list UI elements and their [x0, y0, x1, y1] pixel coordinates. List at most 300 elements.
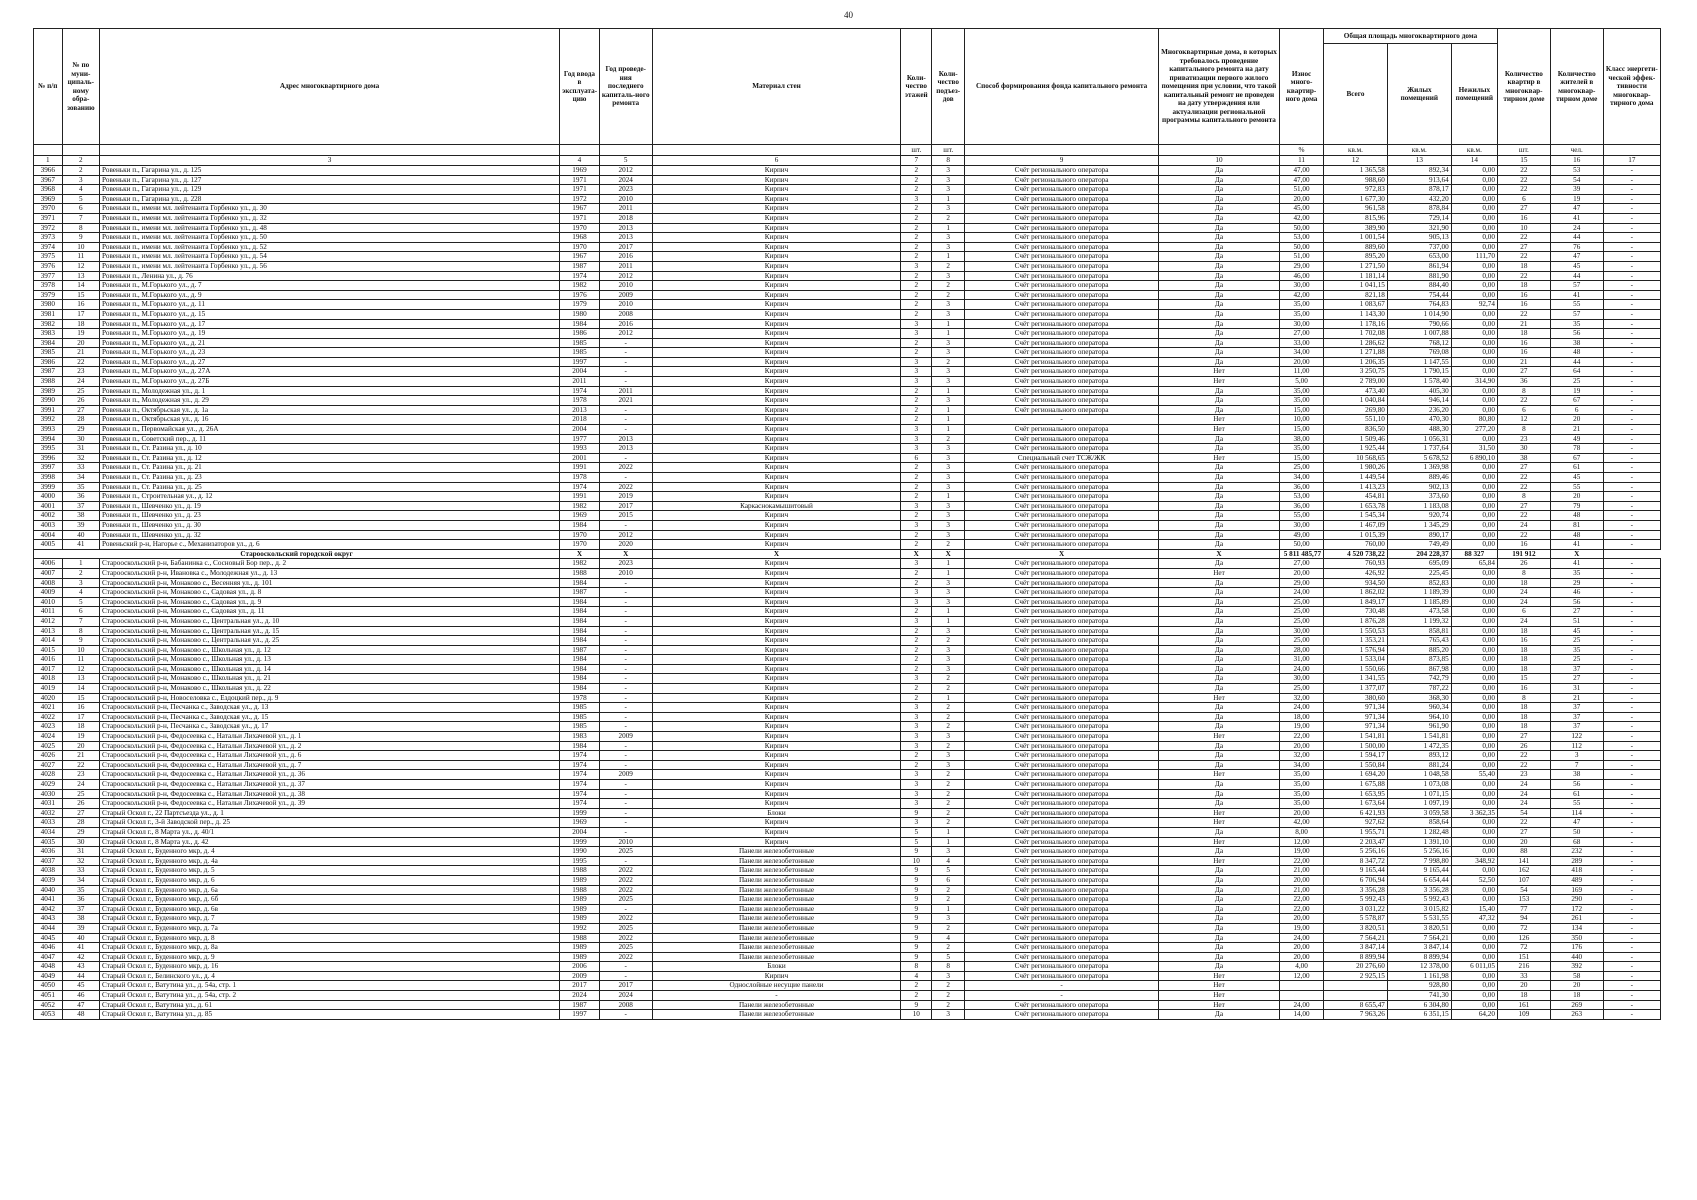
cell-fund-method: Счёт регионального оператора — [965, 943, 1159, 953]
cell-area-total: 1 015,39 — [1324, 530, 1388, 540]
cell-area-nonliving: 65,84 — [1451, 559, 1497, 569]
cell-wall-material: Кирпич — [652, 175, 901, 185]
cell-year-built: 1999 — [560, 837, 600, 847]
section-cell: X — [1550, 549, 1603, 559]
cell-apartments: 21 — [1497, 357, 1550, 367]
cell-area-total: 1 533,04 — [1324, 655, 1388, 665]
table-row — [34, 348, 1661, 358]
cell-energy-class: - — [1603, 492, 1660, 502]
cell-floors: 2 — [901, 482, 932, 492]
cell-wall-material: Панели железобетонные — [652, 943, 901, 953]
cell-address: Ровеньки п., Ленина ул., д. 76 — [100, 271, 560, 281]
cell-year-built: 2011 — [560, 377, 600, 387]
cell-year-built: 1974 — [560, 386, 600, 396]
header-floors: Коли-чество этажей — [901, 29, 932, 145]
cell-entrances: 3 — [932, 396, 965, 406]
cell-area-total: 730,48 — [1324, 607, 1388, 617]
cell-wear: 35,00 — [1280, 300, 1324, 310]
cell-wall-material: Кирпич — [652, 712, 901, 722]
cell-address: Ровеньки п., имени мл. лейтенанта Горбенко ул., д. 50 — [100, 233, 560, 243]
cell-residents: 56 — [1550, 597, 1603, 607]
cell-apartments: 216 — [1497, 962, 1550, 972]
cell-wear: 25,00 — [1280, 616, 1324, 626]
cell-wall-material: Кирпич — [652, 751, 901, 761]
cell-fund-method: Счёт регионального оператора — [965, 194, 1159, 204]
cell-year-built: 2018 — [560, 415, 600, 425]
column-number: 9 — [965, 156, 1159, 166]
cell-area-nonliving: 0,00 — [1451, 895, 1497, 905]
cell-year-repair: - — [599, 425, 652, 435]
cell-year-repair: - — [599, 357, 652, 367]
cell-area-living: 1 369,98 — [1387, 463, 1451, 473]
cell-year-repair: 2024 — [599, 175, 652, 185]
cell-row-number: 3986 — [34, 357, 63, 367]
cell-address: Ровеньки п., имени мл. лейтенанта Горбенко ул., д. 32 — [100, 213, 560, 223]
cell-apartments: 18 — [1497, 281, 1550, 291]
cell-needs-repair: Да — [1158, 520, 1279, 530]
cell-address: Ровеньки п., имени мл. лейтенанта Горбенко ул., д. 30 — [100, 204, 560, 214]
cell-area-total: 1 449,54 — [1324, 473, 1388, 483]
cell-row-number: 4013 — [34, 626, 63, 636]
cell-area-living: 1 007,88 — [1387, 329, 1451, 339]
cell-year-built: 1988 — [560, 866, 600, 876]
cell-address: Ровеньский р-н, Нагорье с., Механизаторов ул., д. 6 — [100, 540, 560, 550]
cell-entrances: 3 — [932, 204, 965, 214]
cell-floors: 2 — [901, 223, 932, 233]
cell-floors: 2 — [901, 309, 932, 319]
cell-area-total: 1 083,67 — [1324, 300, 1388, 310]
cell-wear: 50,00 — [1280, 242, 1324, 252]
cell-area-total: 1 545,34 — [1324, 511, 1388, 521]
cell-residents: 45 — [1550, 626, 1603, 636]
cell-residents: 21 — [1550, 693, 1603, 703]
section-cell: X — [652, 549, 901, 559]
cell-entrances: 3 — [932, 751, 965, 761]
cell-floors: 2 — [901, 204, 932, 214]
table-row — [34, 444, 1661, 454]
cell-floors: 2 — [901, 473, 932, 483]
cell-residents: 81 — [1550, 520, 1603, 530]
cell-residents: 64 — [1550, 367, 1603, 377]
cell-area-total: 971,34 — [1324, 712, 1388, 722]
cell-mun-number: 46 — [62, 991, 99, 1001]
cell-address: Ровеньки п., Советский пер., д. 11 — [100, 434, 560, 444]
cell-year-repair: - — [599, 818, 652, 828]
cell-energy-class: - — [1603, 655, 1660, 665]
table-row — [34, 261, 1661, 271]
cell-needs-repair: Да — [1158, 799, 1279, 809]
cell-row-number: 4018 — [34, 674, 63, 684]
cell-year-built: 2017 — [560, 981, 600, 991]
cell-year-repair: 2013 — [599, 434, 652, 444]
cell-year-built: 1974 — [560, 271, 600, 281]
table-body-stary-oskol — [34, 559, 1661, 1020]
cell-energy-class: - — [1603, 952, 1660, 962]
cell-apartments: 16 — [1497, 290, 1550, 300]
cell-residents: 47 — [1550, 204, 1603, 214]
cell-area-nonliving: 0,00 — [1451, 473, 1497, 483]
cell-needs-repair: Да — [1158, 875, 1279, 885]
cell-mun-number: 33 — [62, 463, 99, 473]
cell-floors: 3 — [901, 780, 932, 790]
column-number: 6 — [652, 156, 901, 166]
cell-year-repair: 2022 — [599, 866, 652, 876]
cell-wear: 50,00 — [1280, 223, 1324, 233]
cell-area-living: 3 059,58 — [1387, 808, 1451, 818]
table-row — [34, 664, 1661, 674]
cell-residents: 263 — [1550, 1010, 1603, 1020]
cell-wall-material: Кирпич — [652, 386, 901, 396]
cell-area-total: 7 564,21 — [1324, 933, 1388, 943]
cell-fund-method: Счёт регионального оператора — [965, 684, 1159, 694]
cell-row-number: 3982 — [34, 319, 63, 329]
cell-area-living: 6 304,80 — [1387, 1000, 1451, 1010]
cell-residents: 20 — [1550, 981, 1603, 991]
cell-row-number: 3968 — [34, 185, 63, 195]
cell-year-built: 1984 — [560, 636, 600, 646]
cell-wall-material: Кирпич — [652, 780, 901, 790]
section-cell: X — [1158, 549, 1279, 559]
cell-residents: 55 — [1550, 300, 1603, 310]
cell-year-repair: 2022 — [599, 933, 652, 943]
cell-row-number: 4039 — [34, 875, 63, 885]
cell-apartments: 24 — [1497, 616, 1550, 626]
table-row — [34, 175, 1661, 185]
cell-row-number: 4028 — [34, 770, 63, 780]
column-number: 3 — [100, 156, 560, 166]
cell-residents: 29 — [1550, 578, 1603, 588]
cell-area-total: 1 673,64 — [1324, 799, 1388, 809]
cell-area-nonliving: 0,00 — [1451, 751, 1497, 761]
cell-entrances: 3 — [932, 530, 965, 540]
cell-row-number: 4033 — [34, 818, 63, 828]
column-number: 15 — [1497, 156, 1550, 166]
cell-area-nonliving: 0,00 — [1451, 271, 1497, 281]
cell-area-total: 5 256,16 — [1324, 847, 1388, 857]
cell-wear: 15,00 — [1280, 453, 1324, 463]
cell-apartments: 18 — [1497, 261, 1550, 271]
cell-area-total: 1 178,16 — [1324, 319, 1388, 329]
units-row — [34, 145, 1661, 156]
cell-area-living: 961,90 — [1387, 722, 1451, 732]
section-total-residents: 191 912 — [1497, 549, 1550, 559]
cell-address: Старый Оскол г., Ватутина ул., д. 54а, стр. 2 — [100, 991, 560, 1001]
cell-area-living: 5 992,43 — [1387, 895, 1451, 905]
section-total-nonliving: 204 228,37 — [1387, 549, 1451, 559]
cell-area-total: 988,60 — [1324, 175, 1388, 185]
cell-energy-class: - — [1603, 751, 1660, 761]
cell-fund-method: Счёт регионального оператора — [965, 578, 1159, 588]
cell-row-number: 4043 — [34, 914, 63, 924]
cell-energy-class: - — [1603, 300, 1660, 310]
cell-area-living: 960,34 — [1387, 703, 1451, 713]
cell-area-total: 1 377,07 — [1324, 684, 1388, 694]
cell-wear: 25,00 — [1280, 607, 1324, 617]
cell-energy-class: - — [1603, 732, 1660, 742]
cell-needs-repair: Да — [1158, 895, 1279, 905]
cell-wear: 47,00 — [1280, 166, 1324, 176]
cell-energy-class: - — [1603, 473, 1660, 483]
cell-floors: 2 — [901, 271, 932, 281]
cell-area-living: 902,13 — [1387, 482, 1451, 492]
cell-area-total: 3 356,28 — [1324, 885, 1388, 895]
cell-entrances: 3 — [932, 626, 965, 636]
cell-year-built: 1974 — [560, 482, 600, 492]
cell-apartments: 16 — [1497, 684, 1550, 694]
cell-apartments: 21 — [1497, 319, 1550, 329]
cell-area-total: 1 594,17 — [1324, 751, 1388, 761]
cell-wall-material: Кирпич — [652, 732, 901, 742]
cell-fund-method: Счёт регионального оператора — [965, 607, 1159, 617]
cell-wall-material: Кирпич — [652, 674, 901, 684]
cell-area-living: 878,84 — [1387, 204, 1451, 214]
cell-year-repair: - — [599, 607, 652, 617]
header-no: № п/п — [34, 29, 63, 145]
cell-wall-material: Кирпич — [652, 425, 901, 435]
cell-fund-method: Счёт регионального оператора — [965, 166, 1159, 176]
cell-needs-repair: Да — [1158, 166, 1279, 176]
cell-row-number: 4044 — [34, 923, 63, 933]
cell-wall-material: Кирпич — [652, 482, 901, 492]
cell-year-repair: 2016 — [599, 319, 652, 329]
cell-area-nonliving: 0,00 — [1451, 578, 1497, 588]
table-row — [34, 511, 1661, 521]
cell-fund-method: Счёт регионального оператора — [965, 482, 1159, 492]
cell-year-repair: - — [599, 453, 652, 463]
cell-mun-number: 6 — [62, 607, 99, 617]
cell-address: Ровеньки п., М.Горького ул., д. 11 — [100, 300, 560, 310]
cell-energy-class: - — [1603, 261, 1660, 271]
cell-wall-material: Кирпич — [652, 616, 901, 626]
table-header — [34, 29, 1661, 166]
cell-energy-class: - — [1603, 712, 1660, 722]
cell-area-living: 729,14 — [1387, 213, 1451, 223]
cell-apartments: 151 — [1497, 952, 1550, 962]
cell-year-built: 1988 — [560, 933, 600, 943]
cell-year-repair: 2017 — [599, 501, 652, 511]
column-number: 11 — [1280, 156, 1324, 166]
cell-year-repair: 2022 — [599, 952, 652, 962]
cell-wear: 35,00 — [1280, 396, 1324, 406]
cell-energy-class: - — [1603, 166, 1660, 176]
cell-fund-method: Счёт регионального оператора — [965, 405, 1159, 415]
cell-area-total: 1 181,14 — [1324, 271, 1388, 281]
section-total-area: 5 811 485,77 — [1280, 549, 1324, 559]
cell-entrances: 1 — [932, 904, 965, 914]
cell-area-total: 2 925,15 — [1324, 971, 1388, 981]
unit-area-living: кв.м. — [1387, 145, 1451, 156]
cell-address: Старый Оскол г., Буденного мкр, д. 16 — [100, 962, 560, 972]
cell-entrances: 2 — [932, 290, 965, 300]
cell-area-total: 1 271,88 — [1324, 348, 1388, 358]
cell-area-living: 1 199,32 — [1387, 616, 1451, 626]
cell-wall-material: Кирпич — [652, 559, 901, 569]
cell-mun-number: 44 — [62, 971, 99, 981]
table-row — [34, 396, 1661, 406]
cell-needs-repair: Да — [1158, 194, 1279, 204]
cell-wall-material: Каркаснокамышитовый — [652, 501, 901, 511]
cell-fund-method: Специальный счет ТСЖ/ЖК — [965, 453, 1159, 463]
cell-area-living: 368,30 — [1387, 693, 1451, 703]
cell-year-built: 1970 — [560, 530, 600, 540]
cell-fund-method: Счёт регионального оператора — [965, 664, 1159, 674]
cell-apartments: 54 — [1497, 885, 1550, 895]
cell-area-living: 892,34 — [1387, 166, 1451, 176]
cell-address: Старооскольский р-н, Монаково с., Школьная ул., д. 21 — [100, 674, 560, 684]
cell-area-total: 1 413,23 — [1324, 482, 1388, 492]
cell-wall-material: Панели железобетонные — [652, 847, 901, 857]
cell-energy-class: - — [1603, 866, 1660, 876]
cell-energy-class: - — [1603, 923, 1660, 933]
table-row — [34, 885, 1661, 895]
cell-year-built: 1984 — [560, 597, 600, 607]
cell-wall-material: - — [652, 991, 901, 1001]
cell-mun-number: 48 — [62, 1010, 99, 1020]
table-row — [34, 434, 1661, 444]
cell-fund-method: Счёт регионального оператора — [965, 501, 1159, 511]
cell-fund-method: Счёт регионального оператора — [965, 875, 1159, 885]
cell-wall-material: Кирпич — [652, 271, 901, 281]
cell-wear: 22,00 — [1280, 895, 1324, 905]
cell-wear: 4,00 — [1280, 962, 1324, 972]
column-number: 13 — [1387, 156, 1451, 166]
cell-year-repair: - — [599, 693, 652, 703]
cell-row-number: 4046 — [34, 943, 63, 953]
cell-year-repair: - — [599, 664, 652, 674]
cell-row-number: 4007 — [34, 568, 63, 578]
cell-area-living: 742,79 — [1387, 674, 1451, 684]
cell-energy-class: - — [1603, 799, 1660, 809]
table-row — [34, 166, 1661, 176]
cell-area-total: 1 955,71 — [1324, 827, 1388, 837]
cell-row-number: 3998 — [34, 473, 63, 483]
cell-wear: 42,00 — [1280, 818, 1324, 828]
table-section-starooskolsky — [34, 549, 1661, 559]
cell-needs-repair: Да — [1158, 530, 1279, 540]
cell-address: Старооскольский р-н, Монаково с., Школьная ул., д. 22 — [100, 684, 560, 694]
cell-address: Старооскольский р-н, Федосеевка с., Натальи Лихачевой ул., д. 37 — [100, 780, 560, 790]
cell-row-number: 3996 — [34, 453, 63, 463]
cell-address: Старый Оскол г., Ватутина ул., д. 54а, стр. 1 — [100, 981, 560, 991]
cell-energy-class: - — [1603, 377, 1660, 387]
cell-entrances: 2 — [932, 636, 965, 646]
cell-area-total: 3 847,14 — [1324, 943, 1388, 953]
cell-wear: 49,00 — [1280, 530, 1324, 540]
cell-area-nonliving: 31,50 — [1451, 444, 1497, 454]
cell-apartments: 27 — [1497, 732, 1550, 742]
cell-wall-material: Панели железобетонные — [652, 1000, 901, 1010]
cell-entrances: 3 — [932, 482, 965, 492]
cell-row-number: 4019 — [34, 684, 63, 694]
cell-apartments: 12 — [1497, 415, 1550, 425]
cell-floors: 3 — [901, 434, 932, 444]
cell-residents: 35 — [1550, 319, 1603, 329]
cell-year-built: 1984 — [560, 664, 600, 674]
cell-residents: 41 — [1550, 540, 1603, 550]
cell-area-total: 1 550,66 — [1324, 664, 1388, 674]
cell-energy-class: - — [1603, 425, 1660, 435]
cell-residents: 48 — [1550, 348, 1603, 358]
cell-energy-class: - — [1603, 943, 1660, 953]
cell-area-living: 920,74 — [1387, 511, 1451, 521]
cell-area-nonliving: 0,00 — [1451, 530, 1497, 540]
cell-apartments: 24 — [1497, 588, 1550, 598]
cell-wear: 20,00 — [1280, 875, 1324, 885]
cell-floors: 9 — [901, 847, 932, 857]
table-row — [34, 281, 1661, 291]
cell-address: Старый Оскол г., Буденного мкр, д. 8 — [100, 933, 560, 943]
cell-apartments: 36 — [1497, 377, 1550, 387]
cell-apartments: 8 — [1497, 492, 1550, 502]
cell-wear: 35,00 — [1280, 444, 1324, 454]
cell-entrances: 2 — [932, 213, 965, 223]
cell-mun-number: 21 — [62, 348, 99, 358]
cell-residents: 440 — [1550, 952, 1603, 962]
cell-address: Ровеньки п., Строительная ул., д. 12 — [100, 492, 560, 502]
cell-wall-material: Кирпич — [652, 204, 901, 214]
cell-address: Старый Оскол г., 8 Марта ул., д. 40/1 — [100, 827, 560, 837]
unit-floors: шт. — [901, 145, 932, 156]
cell-residents: 20 — [1550, 492, 1603, 502]
cell-floors: 2 — [901, 981, 932, 991]
cell-energy-class: - — [1603, 568, 1660, 578]
cell-address: Ровеньки п., М.Горького ул., д. 17 — [100, 319, 560, 329]
cell-needs-repair: Да — [1158, 760, 1279, 770]
cell-area-living: 1 048,58 — [1387, 770, 1451, 780]
cell-year-built: 1971 — [560, 185, 600, 195]
cell-apartments: 22 — [1497, 751, 1550, 761]
cell-apartments: 16 — [1497, 338, 1550, 348]
cell-year-built: 1985 — [560, 722, 600, 732]
cell-year-repair: - — [599, 799, 652, 809]
cell-residents: 79 — [1550, 501, 1603, 511]
cell-floors: 2 — [901, 530, 932, 540]
table-row — [34, 252, 1661, 262]
cell-year-built: 2024 — [560, 991, 600, 1001]
cell-entrances: 3 — [932, 309, 965, 319]
cell-energy-class: - — [1603, 607, 1660, 617]
cell-mun-number: 6 — [62, 204, 99, 214]
cell-apartments: 8 — [1497, 386, 1550, 396]
cell-entrances: 8 — [932, 962, 965, 972]
cell-wear: 42,00 — [1280, 290, 1324, 300]
cell-apartments: 54 — [1497, 808, 1550, 818]
cell-area-nonliving: 0,00 — [1451, 261, 1497, 271]
cell-residents: 56 — [1550, 780, 1603, 790]
cell-wall-material: Кирпич — [652, 473, 901, 483]
cell-residents: 41 — [1550, 290, 1603, 300]
cell-row-number: 4005 — [34, 540, 63, 550]
cell-year-built: 1997 — [560, 1010, 600, 1020]
cell-wear: 24,00 — [1280, 933, 1324, 943]
cell-needs-repair: Да — [1158, 338, 1279, 348]
cell-residents: 114 — [1550, 808, 1603, 818]
cell-entrances: 2 — [932, 712, 965, 722]
cell-energy-class: - — [1603, 482, 1660, 492]
section-total-living: 4 520 738,22 — [1324, 549, 1388, 559]
cell-needs-repair: Нет — [1158, 425, 1279, 435]
cell-area-living: 5 256,16 — [1387, 847, 1451, 857]
cell-energy-class: - — [1603, 722, 1660, 732]
cell-area-nonliving: 0,00 — [1451, 501, 1497, 511]
cell-address: Старый Оскол г., 8 Марта ул., д. 42 — [100, 837, 560, 847]
header-area-group: Общая площадь многоквартирного дома — [1324, 29, 1498, 44]
cell-wall-material: Кирпич — [652, 607, 901, 617]
cell-area-living: 928,80 — [1387, 981, 1451, 991]
cell-area-total: 20 276,60 — [1324, 962, 1388, 972]
cell-area-nonliving: 64,20 — [1451, 1010, 1497, 1020]
cell-mun-number: 21 — [62, 751, 99, 761]
